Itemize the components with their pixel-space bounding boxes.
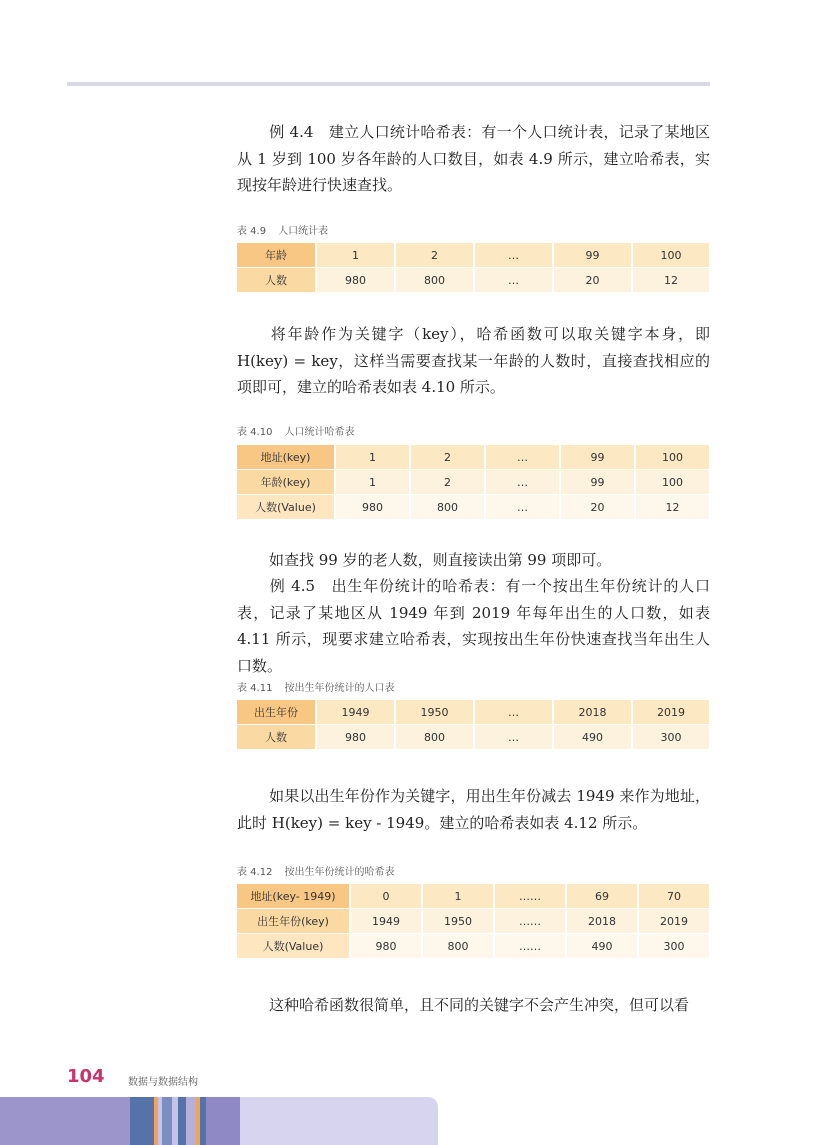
table-header-cell: 地址(key- 1949) [237,884,350,909]
table-cell: … [485,495,560,520]
table-row [237,725,710,750]
table-cell: 490 [566,934,638,959]
table-row [237,495,710,520]
table-cell: 1 [422,884,494,909]
table-cell: 1949 [350,909,422,934]
table-row [237,934,710,959]
table-cell: 980 [316,268,395,293]
paragraph-conclusion: 这种哈希函数很简单，且不同的关键字不会产生冲突，但可以看 [269,996,690,1014]
caption-title: 人口统计表 [278,226,329,237]
table-cell: 1 [335,470,410,495]
table-cell: 1950 [395,700,474,725]
table-cell: 1 [335,445,410,470]
table-cell: 800 [395,268,474,293]
table-cell: 2018 [566,909,638,934]
table-4-9 [237,243,711,293]
table-cell: 980 [316,725,395,750]
table-header-cell: 人数 [237,725,316,750]
caption-number: 表 4.9 [237,226,267,237]
caption-title: 人口统计哈希表 [284,427,355,438]
table-caption [237,423,354,438]
table-cell: 800 [410,495,485,520]
table-row [237,470,710,495]
page-number: 104 [67,1066,105,1087]
paragraph-hash-function: 将年龄作为关键字（key），哈希函数可以取关键字本身，即 H(key) = key，这样当需要查找某一年龄的人数时，直接查找相应的项即可，建立的哈希表如表 4.10 所示。 [237,325,710,396]
table-cell: 20 [560,495,635,520]
table-header-cell: 年龄 [237,243,316,268]
table-cell: 99 [553,243,632,268]
table-4-12 [237,884,711,959]
table-cell: 490 [553,725,632,750]
table-cell: … [474,268,553,293]
table-row [237,909,710,934]
table-cell: 2019 [632,700,710,725]
caption-number: 表 4.10 [237,427,273,438]
table-row [237,268,710,293]
table-4-10 [237,445,711,520]
table-cell: 2 [410,470,485,495]
table-cell: … [485,445,560,470]
table-header-cell: 出生年份 [237,700,316,725]
table-cell: 2 [395,243,474,268]
table-cell: 2 [410,445,485,470]
caption-number: 表 4.12 [237,867,273,878]
table-header-cell: 人数(Value) [237,934,350,959]
table-cell: … [485,470,560,495]
table-cell: 100 [635,470,710,495]
table-header-cell: 人数 [237,268,316,293]
paragraph-lookup-99: 如查找 99 岁的老人数，则直接读出第 99 项即可。 [269,551,612,569]
paragraph-year-minus-1949: 如果以出生年份作为关键字，用出生年份减去 1949 来作为地址，此时 H(key) = key - 1949。建立的哈希表如表 4.12 所示。 [237,787,710,832]
table-cell: 1 [316,243,395,268]
table-cell: 800 [422,934,494,959]
table-cell: …… [494,909,566,934]
table-row [237,700,710,725]
book-title: 数据与数据结构 [128,1077,198,1088]
table-cell: 2019 [638,909,710,934]
table-caption [237,222,328,237]
table-cell: 1949 [316,700,395,725]
table-4-11 [237,700,711,750]
table-cell: 12 [632,268,710,293]
table-cell: 20 [553,268,632,293]
paragraph-example-4-5: 例 4.5 出生年份统计的哈希表：有一个按出生年份统计的人口表，记录了某地区从 1949 年到 2019 年每年出生的人口数，如表 4.11 所示，现要求建立哈希表，实现按出生年份快速查找当年出生人口数。 [237,577,710,675]
table-cell: … [474,243,553,268]
table-cell: 1950 [422,909,494,934]
table-caption [237,863,394,878]
table-cell: 2018 [553,700,632,725]
table-cell: 99 [560,470,635,495]
caption-title: 按出生年份统计的哈希表 [284,867,395,878]
table-caption [237,679,394,694]
table-cell: 69 [566,884,638,909]
table-header-cell: 年龄(key) [237,470,335,495]
table-header-cell: 人数(Value) [237,495,335,520]
paragraph-example-4-4: 例 4.4 建立人口统计哈希表：有一个人口统计表，记录了某地区从 1 岁到 100 岁各年龄的人口数目，如表 4.9 所示，建立哈希表，实现按年龄进行快速查找。 [237,123,710,194]
table-cell: 0 [350,884,422,909]
table-cell: 300 [638,934,710,959]
top-rule [67,82,710,86]
table-cell: 300 [632,725,710,750]
table-cell: 980 [335,495,410,520]
table-cell: 99 [560,445,635,470]
table-cell: … [474,725,553,750]
table-header-cell: 出生年份(key) [237,909,350,934]
table-row [237,445,710,470]
caption-title: 按出生年份统计的人口表 [284,683,395,694]
table-cell: … [474,700,553,725]
table-cell: 70 [638,884,710,909]
caption-number: 表 4.11 [237,683,273,694]
table-header-cell: 地址(key) [237,445,335,470]
table-cell: …… [494,934,566,959]
table-cell: 800 [395,725,474,750]
table-cell: 12 [635,495,710,520]
table-row [237,243,710,268]
table-cell: 980 [350,934,422,959]
table-row [237,884,710,909]
table-cell: 100 [635,445,710,470]
table-cell: 100 [632,243,710,268]
table-cell: …… [494,884,566,909]
